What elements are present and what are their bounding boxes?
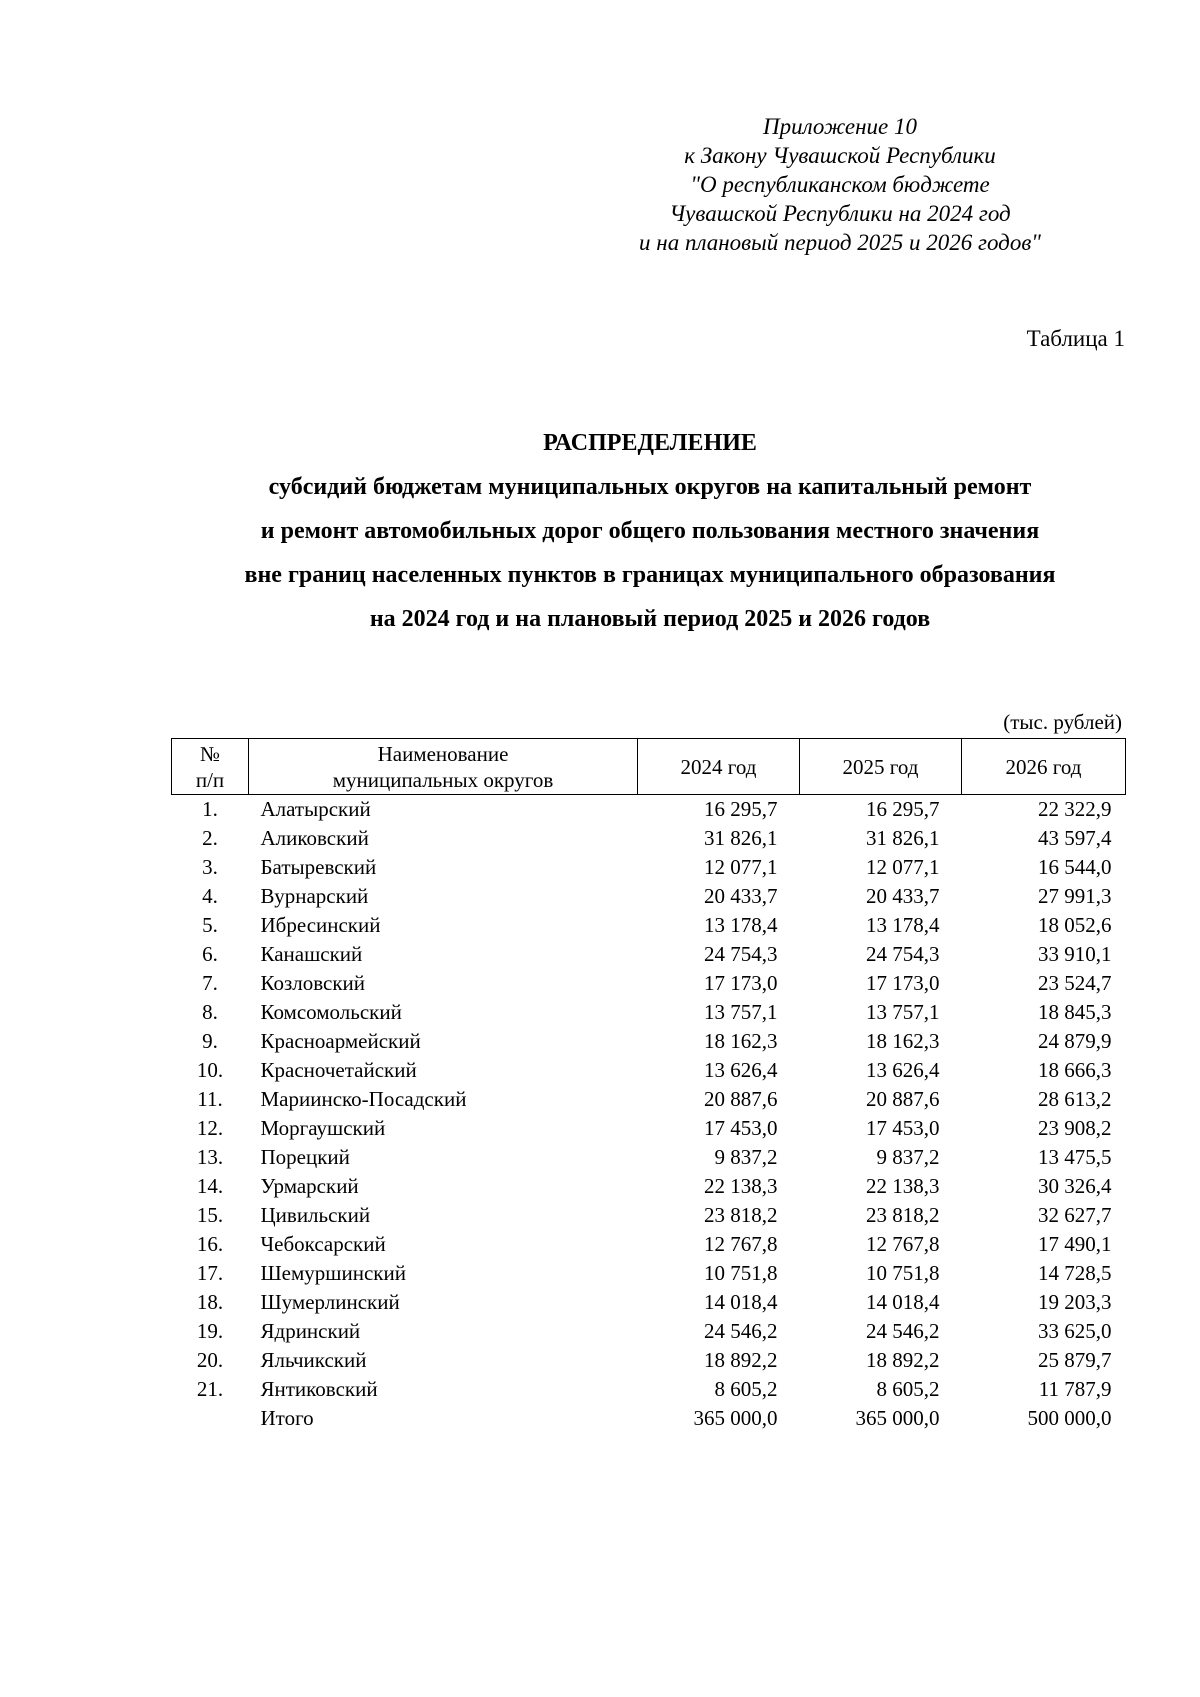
district-name: Вурнарский bbox=[260, 884, 369, 908]
value-2026: 43 597,4 bbox=[1038, 826, 1112, 850]
district-name: Цивильский bbox=[260, 1203, 371, 1227]
value-2025: 14 018,4 bbox=[866, 1290, 940, 1314]
value-2025: 31 826,1 bbox=[866, 826, 940, 850]
value-2026: 19 203,3 bbox=[1038, 1290, 1112, 1314]
district-name: Канашский bbox=[260, 942, 363, 966]
value-2024: 24 546,2 bbox=[704, 1319, 778, 1343]
appendix-line: Чувашской Республики на 2024 год bbox=[669, 201, 1011, 226]
value-2025: 13 626,4 bbox=[866, 1058, 940, 1082]
value-2024: 23 818,2 bbox=[704, 1203, 778, 1227]
district-name: Алатырский bbox=[260, 797, 371, 821]
table-header-row bbox=[172, 739, 1126, 795]
value-2025: 18 892,2 bbox=[866, 1348, 940, 1372]
header-2025: 2025 год bbox=[800, 739, 962, 795]
value-2025: 24 754,3 bbox=[866, 942, 940, 966]
district-name: Батыревский bbox=[260, 855, 377, 879]
table-row bbox=[172, 795, 1126, 825]
value-2026: 27 991,3 bbox=[1038, 884, 1112, 908]
value-2026: 13 475,5 bbox=[1038, 1145, 1112, 1169]
value-2024: 22 138,3 bbox=[704, 1174, 778, 1198]
value-2026: 14 728,5 bbox=[1038, 1261, 1112, 1285]
table-row bbox=[172, 853, 1126, 882]
title-line: субсидий бюджетам муниципальных округов на капитальный ремонт bbox=[268, 474, 1032, 500]
title-line: и ремонт автомобильных дорог общего пользования местного значения bbox=[260, 518, 1040, 544]
value-2026: 30 326,4 bbox=[1038, 1174, 1112, 1198]
row-number bbox=[172, 1404, 249, 1433]
table-row bbox=[172, 1317, 1126, 1346]
value-2024: 17 173,0 bbox=[704, 971, 778, 995]
row-number: 16. bbox=[196, 1232, 224, 1256]
appendix-line: "О республиканском бюджете bbox=[690, 172, 990, 197]
value-2024: 31 826,1 bbox=[704, 826, 778, 850]
row-number: 21. bbox=[196, 1377, 224, 1401]
table-row bbox=[172, 1143, 1126, 1172]
row-number: 5. bbox=[202, 913, 218, 937]
value-2026: 32 627,7 bbox=[1038, 1203, 1112, 1227]
table-label: Таблица 1 bbox=[1026, 326, 1125, 351]
row-number: 1. bbox=[202, 797, 218, 821]
value-2025: 12 077,1 bbox=[866, 855, 940, 879]
table-row bbox=[172, 940, 1126, 969]
title-line: на 2024 год и на плановый период 2025 и 2026 годов bbox=[369, 606, 931, 632]
row-number: 18. bbox=[196, 1290, 224, 1314]
district-name: Итого bbox=[260, 1406, 314, 1430]
value-2026: 24 879,9 bbox=[1038, 1029, 1112, 1053]
district-name: Комсомольский bbox=[260, 1000, 402, 1024]
district-name: Порецкий bbox=[260, 1145, 350, 1169]
row-number: 6. bbox=[202, 942, 218, 966]
district-name: Козловский bbox=[260, 971, 366, 995]
table-row bbox=[172, 911, 1126, 940]
value-2024: 10 751,8 bbox=[704, 1261, 778, 1285]
row-number: 10. bbox=[196, 1058, 224, 1082]
value-2024: 12 077,1 bbox=[704, 855, 778, 879]
value-2025: 18 162,3 bbox=[866, 1029, 940, 1053]
appendix-line: к Закону Чувашской Республики bbox=[684, 143, 996, 168]
header-name-line1: Наименование bbox=[377, 741, 509, 766]
value-2025: 20 887,6 bbox=[866, 1087, 940, 1111]
value-2024: 13 626,4 bbox=[704, 1058, 778, 1082]
table-row bbox=[172, 1201, 1126, 1230]
table-row bbox=[172, 1259, 1126, 1288]
row-number: 8. bbox=[202, 1000, 218, 1024]
value-2024: 14 018,4 bbox=[704, 1290, 778, 1314]
value-2025: 10 751,8 bbox=[866, 1261, 940, 1285]
row-number: 7. bbox=[202, 971, 218, 995]
header-2024: 2024 год bbox=[638, 739, 800, 795]
value-2024: 17 453,0 bbox=[704, 1116, 778, 1140]
value-2024: 13 178,4 bbox=[704, 913, 778, 937]
value-2024: 20 887,6 bbox=[704, 1087, 778, 1111]
value-2026: 28 613,2 bbox=[1038, 1087, 1112, 1111]
table-row bbox=[172, 824, 1126, 853]
district-name: Красноармейский bbox=[260, 1029, 421, 1053]
value-2026: 25 879,7 bbox=[1038, 1348, 1112, 1372]
value-2025: 13 757,1 bbox=[866, 1000, 940, 1024]
table-row bbox=[172, 1230, 1126, 1259]
units-label: (тыс. рублей) bbox=[1003, 710, 1122, 734]
value-2026: 33 910,1 bbox=[1038, 942, 1112, 966]
table-row bbox=[172, 1375, 1126, 1404]
row-number: 4. bbox=[202, 884, 218, 908]
document-title bbox=[0, 421, 1200, 641]
value-2026: 23 908,2 bbox=[1038, 1116, 1112, 1140]
row-number: 17. bbox=[196, 1261, 224, 1285]
title-line: вне границ населенных пунктов в границах муниципального образования bbox=[244, 562, 1056, 588]
row-number: 13. bbox=[196, 1145, 224, 1169]
row-number: 19. bbox=[196, 1319, 224, 1343]
value-2024: 365 000,0 bbox=[693, 1406, 778, 1430]
district-name: Шемуршинский bbox=[260, 1261, 406, 1285]
value-2024: 12 767,8 bbox=[704, 1232, 778, 1256]
table-body bbox=[172, 795, 1126, 1434]
table-row bbox=[172, 998, 1126, 1027]
header-2026: 2026 год bbox=[962, 739, 1126, 795]
title-line: РАСПРЕДЕЛЕНИЕ bbox=[543, 430, 757, 456]
value-2024: 8 605,2 bbox=[714, 1377, 778, 1401]
value-2025: 16 295,7 bbox=[866, 797, 940, 821]
value-2025: 20 433,7 bbox=[866, 884, 940, 908]
appendix-line: и на плановый период 2025 и 2026 годов" bbox=[639, 230, 1041, 255]
district-name: Ибресинский bbox=[260, 913, 381, 937]
value-2025: 24 546,2 bbox=[866, 1319, 940, 1343]
district-name: Урмарский bbox=[260, 1174, 359, 1198]
value-2025: 12 767,8 bbox=[866, 1232, 940, 1256]
district-name: Яльчикский bbox=[260, 1348, 367, 1372]
district-name: Красночетайский bbox=[260, 1058, 417, 1082]
header-number-line2: п/п bbox=[195, 767, 225, 792]
value-2026: 33 625,0 bbox=[1038, 1319, 1112, 1343]
value-2024: 9 837,2 bbox=[714, 1145, 778, 1169]
district-name: Моргаушский bbox=[260, 1116, 386, 1140]
table-row bbox=[172, 1056, 1126, 1085]
header-number-line1: № bbox=[199, 741, 221, 766]
value-2024: 16 295,7 bbox=[704, 797, 778, 821]
header-number bbox=[172, 739, 249, 795]
total-row bbox=[172, 1404, 1126, 1433]
row-number: 20. bbox=[196, 1348, 224, 1372]
header-name bbox=[249, 739, 638, 795]
value-2025: 17 173,0 bbox=[866, 971, 940, 995]
district-name: Янтиковский bbox=[260, 1377, 378, 1401]
value-2024: 24 754,3 bbox=[704, 942, 778, 966]
row-number: 12. bbox=[196, 1116, 224, 1140]
value-2025: 8 605,2 bbox=[876, 1377, 940, 1401]
subsidy-table bbox=[171, 738, 1126, 1433]
value-2026: 23 524,7 bbox=[1038, 971, 1112, 995]
district-name: Шумерлинский bbox=[260, 1290, 400, 1314]
table-row bbox=[172, 1085, 1126, 1114]
table-row bbox=[172, 1288, 1126, 1317]
appendix-heading bbox=[560, 112, 1120, 257]
value-2026: 17 490,1 bbox=[1038, 1232, 1112, 1256]
row-number: 15. bbox=[196, 1203, 224, 1227]
row-number: 14. bbox=[196, 1174, 224, 1198]
value-2026: 500 000,0 bbox=[1027, 1406, 1112, 1430]
appendix-line: Приложение 10 bbox=[762, 114, 917, 139]
value-2026: 11 787,9 bbox=[1038, 1377, 1112, 1401]
table-row bbox=[172, 1346, 1126, 1375]
row-number: 11. bbox=[197, 1087, 223, 1111]
value-2026: 18 666,3 bbox=[1038, 1058, 1112, 1082]
value-2026: 16 544,0 bbox=[1038, 855, 1112, 879]
value-2026: 22 322,9 bbox=[1038, 797, 1112, 821]
row-number: 2. bbox=[202, 826, 218, 850]
table-row bbox=[172, 1172, 1126, 1201]
value-2026: 18 052,6 bbox=[1038, 913, 1112, 937]
row-number: 9. bbox=[202, 1029, 218, 1053]
value-2025: 23 818,2 bbox=[866, 1203, 940, 1227]
row-number: 3. bbox=[202, 855, 218, 879]
value-2024: 18 892,2 bbox=[704, 1348, 778, 1372]
value-2025: 13 178,4 bbox=[866, 913, 940, 937]
district-name: Мариинско-Посадский bbox=[260, 1087, 467, 1111]
value-2024: 18 162,3 bbox=[704, 1029, 778, 1053]
value-2024: 13 757,1 bbox=[704, 1000, 778, 1024]
value-2025: 9 837,2 bbox=[876, 1145, 940, 1169]
value-2026: 18 845,3 bbox=[1038, 1000, 1112, 1024]
district-name: Аликовский bbox=[260, 826, 369, 850]
district-name: Чебоксарский bbox=[260, 1232, 386, 1256]
header-name-line2: муниципальных округов bbox=[332, 767, 554, 792]
value-2025: 17 453,0 bbox=[866, 1116, 940, 1140]
table-row bbox=[172, 1027, 1126, 1056]
value-2025: 22 138,3 bbox=[866, 1174, 940, 1198]
table-row bbox=[172, 969, 1126, 998]
value-2025: 365 000,0 bbox=[855, 1406, 940, 1430]
value-2024: 20 433,7 bbox=[704, 884, 778, 908]
table-row bbox=[172, 1114, 1126, 1143]
district-name: Ядринский bbox=[260, 1319, 361, 1343]
table-row bbox=[172, 882, 1126, 911]
